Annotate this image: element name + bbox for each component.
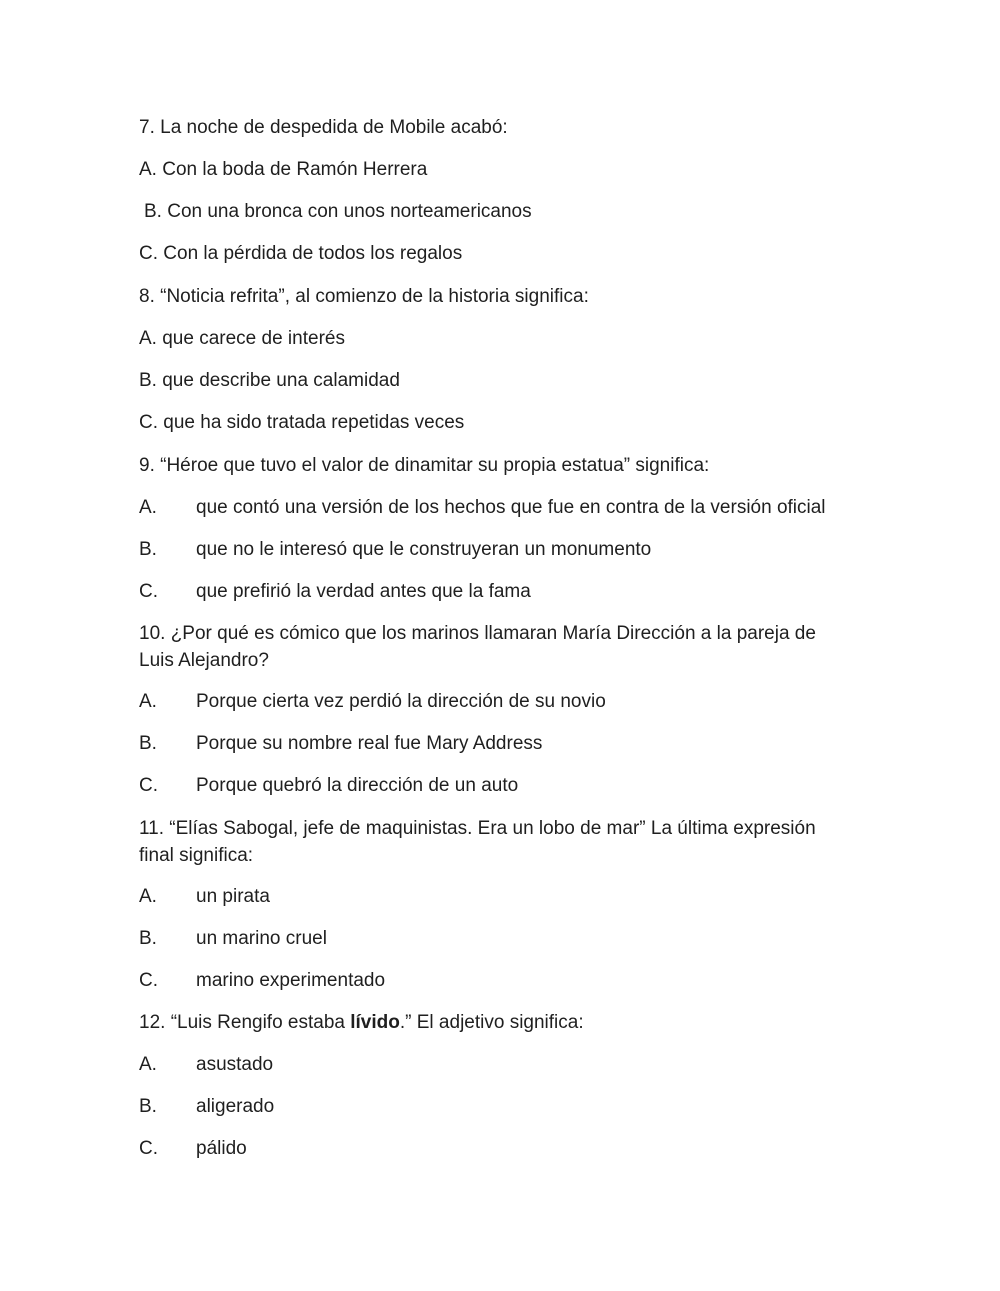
option-letter: B.: [139, 733, 157, 754]
option-letter: B.: [139, 1096, 157, 1117]
option-letter: A.: [139, 1054, 157, 1075]
option-letter: A.: [139, 886, 157, 907]
q8-option-c: C. que ha sido tratada repetidas veces: [139, 412, 465, 433]
option-letter: B.: [139, 539, 157, 560]
question-11-line-1: 11. “Elías Sabogal, jefe de maquinistas. Era un lobo de mar” La última expresión: [139, 818, 816, 839]
question-7: 7. La noche de despedida de Mobile acabó:: [139, 117, 508, 138]
option-text: que contó una versión de los hechos que fue en contra de la versión oficial: [196, 497, 826, 518]
question-12-pre: 12. “Luis Rengifo estaba: [139, 1012, 351, 1033]
option-text: marino experimentado: [196, 970, 386, 991]
option-text: que prefirió la verdad antes que la fama: [196, 581, 531, 602]
option-text: Porque su nombre real fue Mary Address: [196, 733, 543, 754]
question-11-line-2: final significa:: [139, 845, 254, 866]
option-letter: C.: [139, 775, 158, 796]
q9-option-b: [139, 536, 651, 563]
question-8: 8. “Noticia refrita”, al comienzo de la historia significa:: [139, 286, 589, 307]
question-12-bold-word: lívido: [350, 1012, 400, 1033]
option-letter: A.: [139, 691, 157, 712]
q7-option-c: C. Con la pérdida de todos los regalos: [139, 243, 463, 264]
q9-option-a: [139, 494, 826, 521]
option-text: que no le interesó que le construyeran un monumento: [196, 539, 652, 560]
option-letter: C.: [139, 970, 158, 991]
q12-option-a: [139, 1051, 273, 1078]
question-10-line-2: Luis Alejandro?: [139, 650, 269, 671]
q10-option-a: [139, 688, 606, 715]
question-12: [139, 1009, 584, 1036]
question-10-line-1: 10. ¿Por qué es cómico que los marinos llamaran María Dirección a la pareja de: [139, 623, 816, 644]
option-letter: A.: [139, 497, 157, 518]
option-text: un pirata: [196, 886, 270, 907]
option-letter: B.: [139, 928, 157, 949]
q10-option-c: [139, 772, 518, 799]
q12-option-c: [139, 1135, 247, 1162]
option-text: Porque quebró la dirección de un auto: [196, 775, 519, 796]
option-text: un marino cruel: [196, 928, 327, 949]
q8-option-b: B. que describe una calamidad: [139, 370, 400, 391]
q7-option-b: B. Con una bronca con unos norteamericanos: [144, 201, 532, 222]
option-letter: C.: [139, 1138, 158, 1159]
q11-option-c: [139, 967, 385, 994]
q11-option-b: [139, 925, 327, 952]
q9-option-c: [139, 578, 531, 605]
q10-option-b: [139, 730, 542, 757]
option-text: aligerado: [196, 1096, 275, 1117]
q11-option-a: [139, 883, 270, 910]
question-9: 9. “Héroe que tuvo el valor de dinamitar su propia estatua” significa:: [139, 455, 710, 476]
option-letter: C.: [139, 581, 158, 602]
q8-option-a: A. que carece de interés: [139, 328, 345, 349]
option-text: Porque cierta vez perdió la dirección de su novio: [196, 691, 606, 712]
q12-option-b: [139, 1093, 274, 1120]
question-12-post: .” El adjetivo significa:: [399, 1012, 584, 1033]
option-text: pálido: [196, 1138, 247, 1159]
option-text: asustado: [196, 1054, 274, 1075]
q7-option-a: A. Con la boda de Ramón Herrera: [139, 159, 428, 180]
